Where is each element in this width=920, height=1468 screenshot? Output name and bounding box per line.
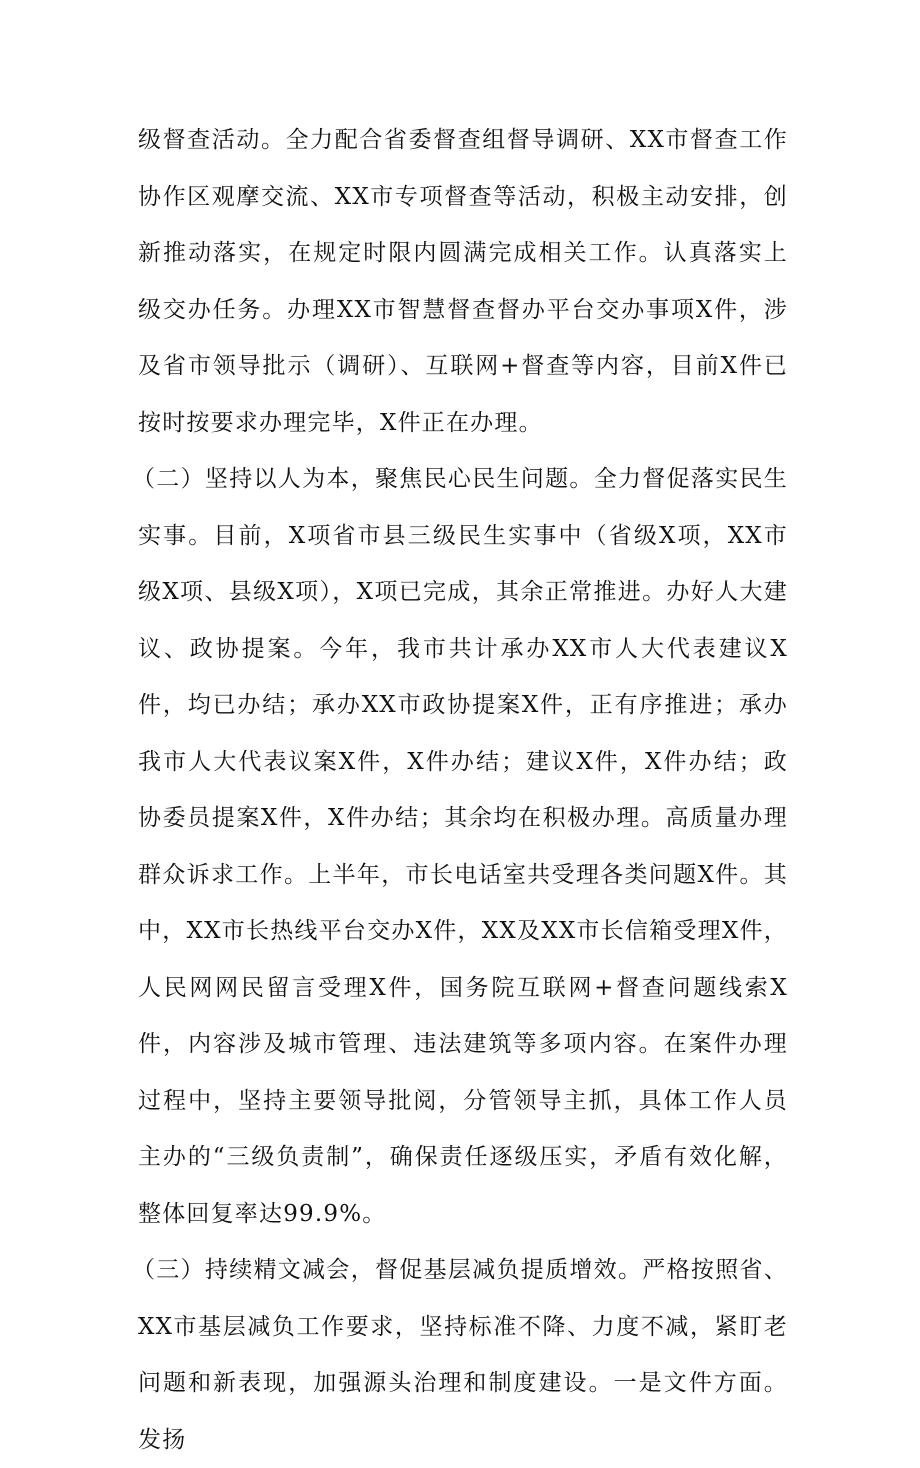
paragraph-3-section-three: （三）持续精文减会，督促基层减负提质增效。严格按照省、XX市基层减负工作要求，坚持标准不降、力度不减，紧盯老问题和新表现，加强源头治理和制度建设。一是文件方面。发扬 [132,1257,788,1453]
paragraph-1: 级督查活动。全力配合省委督查组督导调研、XX市督查工作协作区观摩交流、XX市专项督查等活动，积极主动安排，创新推动落实，在规定时限内圆满完成相关工作。认真落实上级交办任务。办理XX市智慧督查督办平台交办事项X件，涉及省市领导批示（调研）、互联网+督查等内容，目前X件已按时按要求办理完毕，X件正在办理。 [138,127,788,436]
document-body [132,112,788,1468]
paragraph-2-section-two: （二）坚持以人为本，聚焦民心民生问题。全力督促落实民生实事。目前，X项省市县三级民生实事中（省级X项，XX市级X项、县级X项），X项已完成，其余正常推进。办好人大建议、政协提案。今年，我市共计承办XX市人大代表建议X件，均已办结；承办XX市政协提案X件，正有序推进；承办我市人大代表议案X件，X件办结；建议X件，X件办结；政协委员提案X件，X件办结；其余均在积极办理。高质量办理群众诉求工作。上半年，市长电话室共受理各类问题X件。其中，XX市长热线平台交办X件，XX及XX市长信箱受理X件，人民网网民留言受理X件，国务院互联网+督查问题线索X件，内容涉及城市管理、违法建筑等多项内容。在案件办理过程中，坚持主要领导批阅，分管领导主抓，具体工作人员主办的“三级负责制”，确保责任逐级压实，矛盾有效化解，整体回复率达99.9%。 [132,466,788,1227]
